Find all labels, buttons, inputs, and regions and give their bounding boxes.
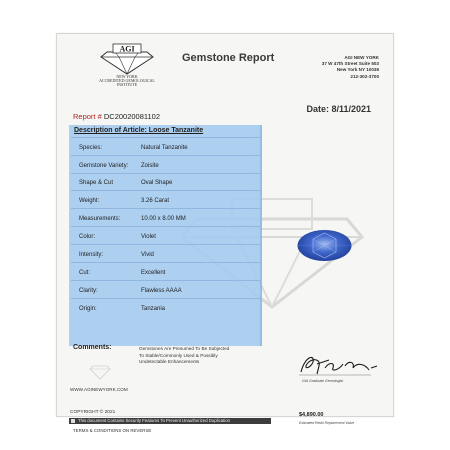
field-label-measurements: Measurements: [79,216,121,222]
field-value-weight: 3.26 Carat [141,198,170,204]
row-divider [71,190,261,191]
row-divider [71,173,261,174]
description-heading: Description of Article: Loose Tanzanite [74,127,204,134]
report-number-value: DC20020081102 [103,112,161,121]
signature-image [295,352,381,378]
logo-line-accredited: ACCREDITED GEMOLOGICAL [99,78,155,83]
field-value-shape: Oval Shape [141,180,173,186]
field-label-cut: Cut: [79,270,91,276]
field-label-variety: Gemstone Variety: [79,163,129,169]
description-panel [69,125,262,346]
diamond-seal-icon [89,362,111,380]
signature-label: GIA Graduate Gemologist [302,379,344,383]
comments-line: To Stable/Commonly Used & Possibly [139,352,218,358]
comments-text [139,346,249,366]
comments-line: Gemstones Are Presumed To Be Subjected [139,346,230,351]
tanzanite-gem-image [296,229,353,262]
field-value-species: Natural Tanzanite [141,145,188,151]
address-line: 37 W 47th Street Suite 503 [321,61,379,67]
page-title: Gemstone Report [182,52,275,64]
field-label-shape: Shape & Cut [79,180,114,186]
diamond-logo-icon [93,43,161,75]
logo-agi-text: AGI [119,44,135,54]
row-divider [71,262,261,263]
terms-notice: TERMS & CONDITIONS ON REVERSE [73,428,152,433]
security-strip [69,418,271,424]
address-line: New York NY 10036 [336,67,379,73]
field-value-variety: Zoisite [141,163,159,169]
report-number [73,112,160,121]
field-label-intensity: Intensity: [79,252,104,258]
comments-label: Comments: [73,344,112,351]
replacement-value-label: Estimated Retail Replacement Value [299,421,355,425]
row-divider [71,226,261,227]
website-url: WWW.AGINEWYORK.COM [70,387,128,392]
copyright: COPYRIGHT © 2021 [70,410,116,415]
logo-line-new-york: NEW YORK [116,74,138,79]
field-label-species: Species: [79,145,103,151]
field-value-cut: Excellent [141,270,166,276]
logo-line-institute: INSTITUTE [116,82,138,87]
report-number-label: Report # [73,112,104,121]
field-value-clarity: Flawless AAAA [141,288,182,294]
field-value-intensity: Vivid [141,252,154,258]
row-divider [71,155,261,156]
row-divider [71,244,261,245]
field-value-measurements: 10.00 x 8.00 MM [141,216,186,222]
security-text: This document Contains Security Features To Prevent Unauthorized Duplication [78,418,231,423]
field-value-origin: Tanzania [141,306,166,312]
replacement-value: $4,890.00 [299,412,324,418]
address-line: AGI NEW YORK [344,55,379,60]
address-line: 212-302-3700 [350,73,379,79]
lab-address [322,55,379,80]
agi-logo [93,43,161,91]
row-divider [71,208,261,209]
checkbox-icon [71,419,75,423]
row-divider [71,298,261,299]
field-label-clarity: Clarity: [79,288,98,294]
field-label-color: Color: [79,234,96,240]
report-date: Date: 8/11/2021 [306,104,371,114]
certificate-sheet [56,33,394,433]
row-divider [71,137,261,138]
row-divider [71,280,261,281]
field-label-weight: Weight: [79,198,100,204]
field-label-origin: Origin: [79,306,97,312]
logo-caption [93,75,161,87]
comments-line: Undetectable Enhancements [139,359,200,365]
field-value-color: Violet [141,234,156,240]
